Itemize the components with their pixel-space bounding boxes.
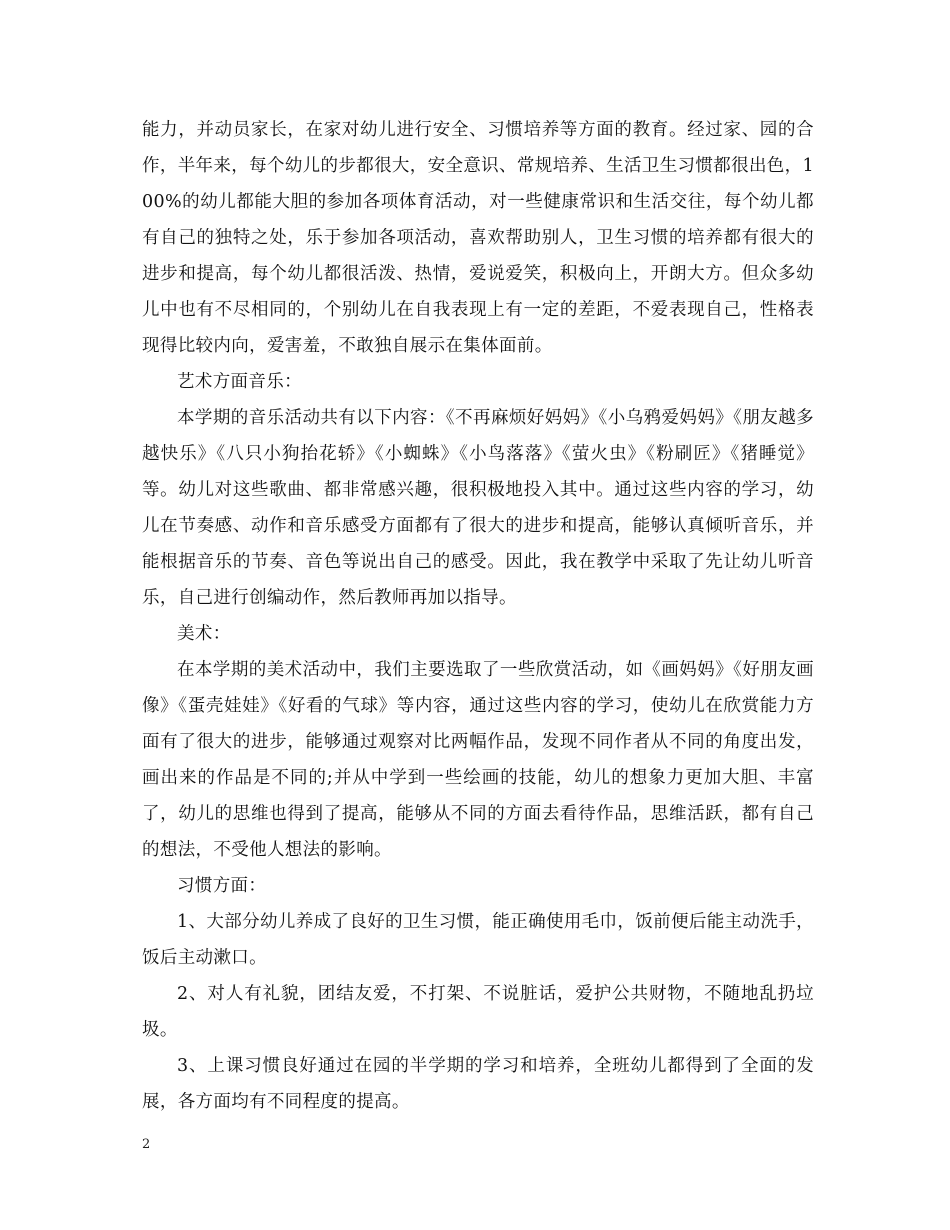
- heading-habits: 习惯方面：: [177, 876, 267, 896]
- list-item-habit-3: 3、上课习惯良好通过在园的半学期的学习和培养，全班幼儿都得到了全面的发展，各方面均有不同程度的提高。: [142, 1056, 814, 1112]
- list-item-habit-2: 2、对人有礼貌，团结友爱，不打架、不说脏话，爱护公共财物，不随地乱扔垃圾。: [142, 984, 814, 1040]
- document-body: [142, 112, 814, 1120]
- list-item-habit-1: 1、大部分幼儿养成了良好的卫生习惯，能正确使用毛巾，饭前便后能主动洗手，饭后主动漱口。: [142, 912, 814, 968]
- paragraph-health-summary: 能力，并动员家长，在家对幼儿进行安全、习惯培养等方面的教育。经过家、园的合作，半年来，每个幼儿的步都很大，安全意识、常规培养、生活卫生习惯都很出色，100%的幼儿都能大胆的参加各项体育活动，对一些健康常识和生活交往，每个幼儿都有自己的独特之处，乐于参加各项活动，喜欢帮助别人，卫生习惯的培养都有很大的进步和提高，每个幼儿都很活泼、热情，爱说爱笑，积极向上，开朗大方。但众多幼儿中也有不尽相同的，个别幼儿在自我表现上有一定的差距，不爱表现自己，性格表现得比较内向，爱害羞，不敢独自展示在集体面前。: [142, 120, 814, 356]
- paragraph-music-activities: 本学期的音乐活动共有以下内容：《不再麻烦好妈妈》《小乌鸦爱妈妈》《朋友越多越快乐》《八只小狗抬花轿》《小蜘蛛》《小鸟落落》《萤火虫》《粉刷匠》《猪睡觉》等。幼儿对这些歌曲、都非常感兴趣，很积极地投入其中。通过这些内容的学习，幼儿在节奏感、动作和音乐感受方面都有了很大的进步和提高，能够认真倾听音乐，并能根据音乐的节奏、音色等说出自己的感受。因此，我在教学中采取了先让幼儿听音乐，自己进行创编动作，然后教师再加以指导。: [142, 408, 814, 608]
- heading-art-music: 艺术方面音乐：: [177, 372, 302, 392]
- paragraph-art-activities: 在本学期的美术活动中，我们主要选取了一些欣赏活动，如《画妈妈》《好朋友画像》《蛋壳娃娃》《好看的气球》等内容，通过这些内容的学习，使幼儿在欣赏能力方面有了很大的进步，能够通过观察对比两幅作品，发现不同作者从不同的角度出发，画出来的作品是不同的;并从中学到一些绘画的技能，幼儿的想象力更加大胆、丰富了，幼儿的思维也得到了提高，能够从不同的方面去看待作品，思维活跃，都有自己的想法，不受他人想法的影响。: [142, 660, 814, 860]
- heading-fine-art: 美术：: [177, 624, 231, 644]
- page-number: 2: [142, 1137, 151, 1152]
